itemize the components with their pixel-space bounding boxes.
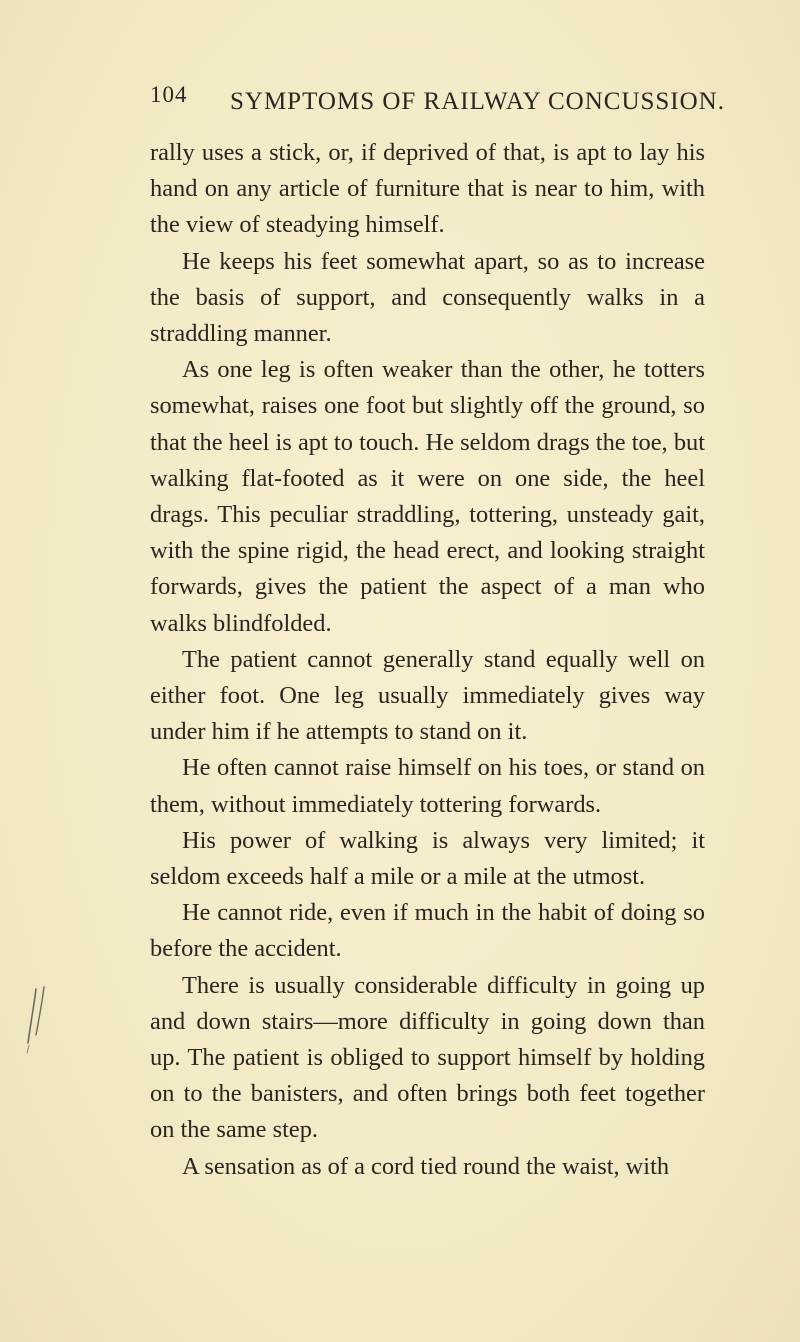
- running-head: [150, 82, 725, 122]
- paragraph-8: There is usually considerable difficulty in going up and down stairs—more difficulty in going down than up. The patient is obliged to support himself by holding on to the banisters, and often brings both feet together on the same step.: [150, 971, 705, 1144]
- page-number: 104: [150, 82, 188, 107]
- paragraph-9: A sensation as of a cord tied round the waist, with: [182, 1152, 670, 1180]
- paragraph-2: He keeps his feet somewhat apart, so as to increase the basis of support, and consequently walks in a straddling manner.: [150, 247, 705, 348]
- paragraph-6: His power of walking is always very limited; it seldom exceeds half a mile or a mile at the utmost.: [150, 826, 705, 891]
- paragraph-5: He often cannot raise himself on his toes, or stand on them, without immediately tottering forwards.: [150, 754, 705, 818]
- paragraph-4: The patient cannot generally stand equally well on either foot. One leg usually immediately gives way under him if he attempts to stand on it.: [150, 645, 705, 746]
- paragraph-7: He cannot ride, even if much in the habit of doing so before the accident.: [150, 899, 705, 963]
- body-text: [150, 135, 705, 1185]
- paragraph-3: As one leg is often weaker than the other, he totters somewhat, raises one foot but slightly off the ground, so that the heel is apt to touch. He seldom drags the toe, but walking flat-footed as it were on one side, the heel drags. This peculiar straddling, tottering, unsteady gait, with the spine rigid, the head erect, and looking straight forwards, gives the patient the aspect of a man who walks blindfolded.: [150, 356, 705, 637]
- margin-pencil-mark: [22, 985, 52, 1055]
- paragraph-1: rally uses a stick, or, if deprived of that, is apt to lay his hand on any article of furniture that is near to him, with the view of steadying himself.: [150, 139, 705, 239]
- running-title: SYMPTOMS OF RAILWAY CONCUSSION.: [230, 88, 725, 115]
